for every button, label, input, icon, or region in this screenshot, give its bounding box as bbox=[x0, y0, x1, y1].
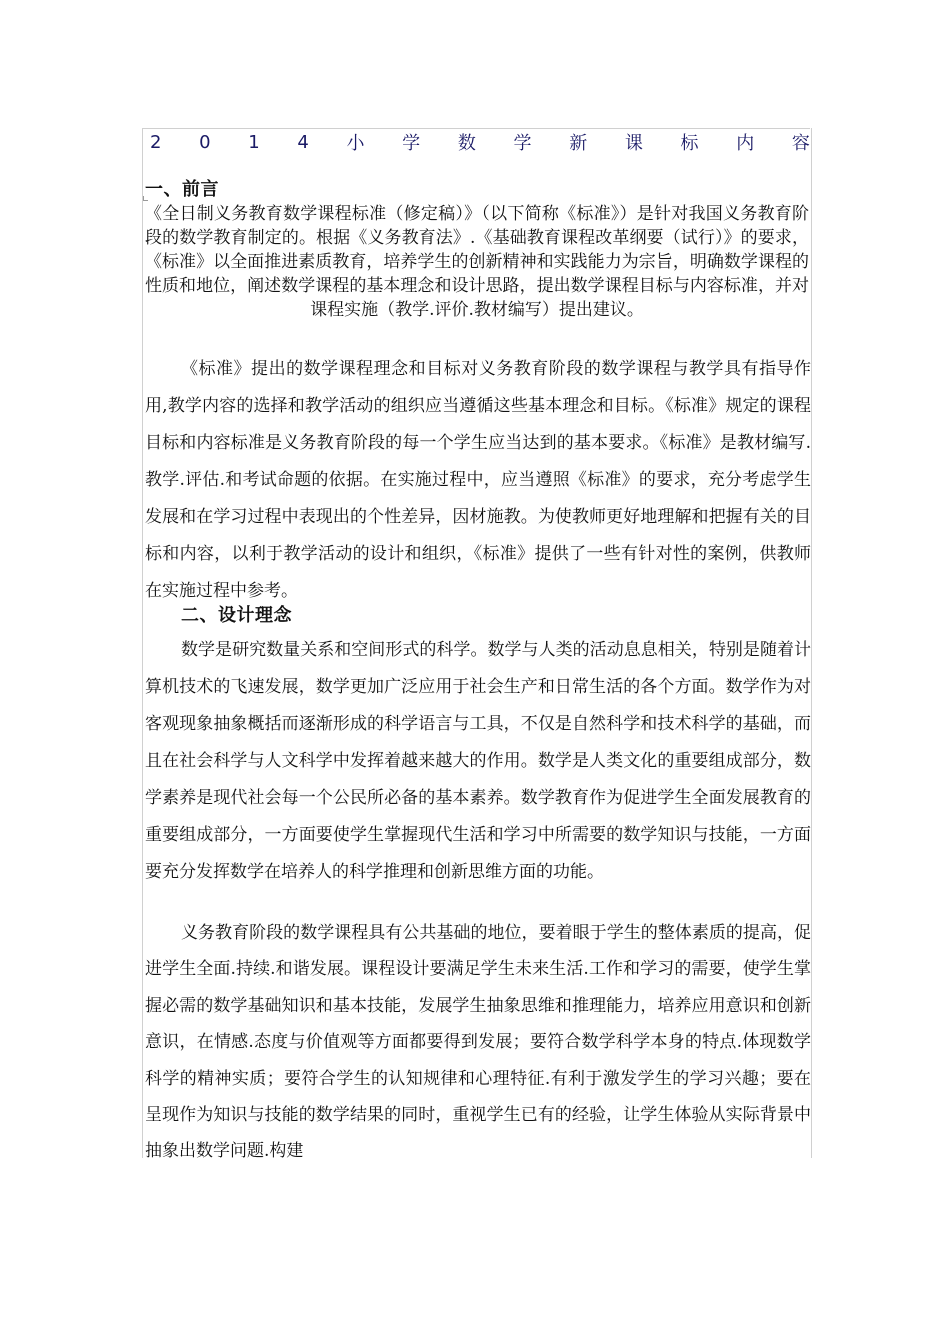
title-char: 新 bbox=[569, 133, 588, 154]
title-char: 内 bbox=[736, 133, 755, 154]
title-char: 1 bbox=[248, 131, 260, 153]
title-char: 学 bbox=[513, 133, 532, 154]
paragraph-curriculum-foundation: 义务教育阶段的数学课程具有公共基础的地位，要着眼于学生的整体素质的提高，促进学生全面.持续.和谐发展。课程设计要满足学生未来生活.工作和学习的需要，使学生掌握必需的数学基础知识和基本技能，发展学生抽象思维和推理能力，培养应用意识和创新意识，在情感.态度与价值观等方面都要得到发展；要符合数学科学本身的特点.体现数学科学的精神实质；要符合学生的认知规律和心理特征.有利于激发学生的学习兴趣；要在呈现作为知识与技能的数学结果的同时，重视学生已有的经验，让学生体验从实际背景中抽象出数学问题.构建 bbox=[145, 923, 811, 1162]
title-char: 4 bbox=[297, 131, 309, 153]
title-char: 标 bbox=[680, 133, 699, 154]
title-char: 数 bbox=[457, 133, 476, 154]
intro-paragraph: 《全日制义务教育数学课程标准（修定稿）》（以下简称《标准》）是针对我国义务教育阶段的数学教育制定的。根据《义务教育法》.《基础教育课程改革纲要（试行）》的要求，《标准》以全面推进素质教育，培养学生的创新精神和实践能力为宗旨，明确数学课程的性质和地位，阐述数学课程的基本理念和设计思路，提出数学课程目标与内容标准，并对课程实施（教学.评价.教材编写）提出建议。 bbox=[145, 204, 809, 320]
title-char: 容 bbox=[791, 133, 810, 154]
paragraph-standard-role: 《标准》提出的数学课程理念和目标对义务教育阶段的数学课程与教学具有指导作用,教学内容的选择和教学活动的组织应当遵循这些基本理念和目标。《标准》规定的课程目标和内容标准是义务教育阶段的每一个学生应当达到的基本要求。《标准》是教材编写.教学.评估.和考试命题的依据。在实施过程中，应当遵照《标准》的要求，充分考虑学生发展和在学习过程中表现出的个性差异，因材施教。为使教师更好地理解和把握有关的目标和内容，以利于教学活动的设计和组织，《标准》提供了一些有针对性的案例，供教师在实施过程中参考。 bbox=[145, 359, 811, 601]
document-title bbox=[150, 128, 810, 156]
title-char: 0 bbox=[199, 131, 211, 153]
paragraph-math-definition: 数学是研究数量关系和空间形式的科学。数学与人类的活动息息相关，特别是随着计算机技术的飞速发展，数学更加广泛应用于社会生产和日常生活的各个方面。数学作为对客观现象抽象概括而逐渐形成的科学语言与工具，不仅是自然科学和技术科学的基础，而且在社会科学与人文科学中发挥着越来越大的作用。数学是人类文化的重要组成部分，数学素养是现代社会每一个公民所必备的基本素养。数学教育作为促进学生全面发展教育的重要组成部分，一方面要使学生掌握现代生活和学习中所需要的数学知识与技能，一方面要充分发挥数学在培养人的科学推理和创新思维方面的功能。 bbox=[145, 640, 811, 882]
section-heading-design-concept: 二、设计理念 bbox=[181, 605, 292, 626]
section-heading-preface: 一、前言 bbox=[145, 179, 219, 200]
title-char: 小 bbox=[346, 133, 365, 154]
title-char: 2 bbox=[150, 131, 162, 153]
title-char: 课 bbox=[624, 133, 643, 154]
title-char: 学 bbox=[402, 133, 421, 154]
